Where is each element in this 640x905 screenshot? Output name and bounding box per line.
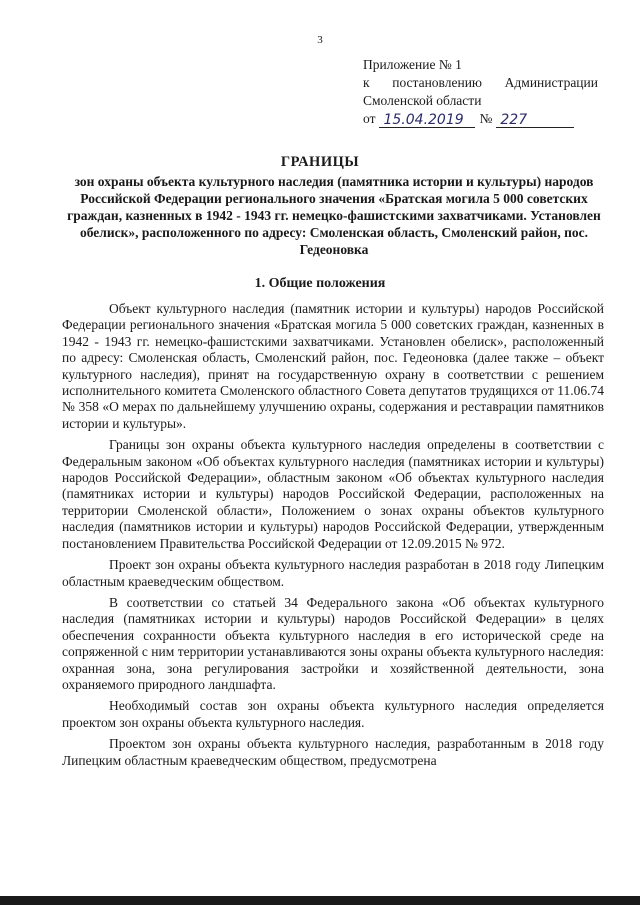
- scan-edge-bar: [0, 896, 640, 905]
- handwritten-number: 227: [496, 113, 574, 128]
- paragraph: Проект зон охраны объекта культурного наследия разработан в 2018 году Липецким областным краеведческим обществом.: [62, 557, 604, 589]
- paragraph: Необходимый состав зон охраны объекта культурного наследия определяется проектом зон охраны объекта культурного наследия.: [62, 698, 604, 730]
- section-heading: 1. Общие положения: [254, 276, 386, 291]
- appendix-date-line: [363, 110, 598, 128]
- appendix-region: Смоленской области: [363, 93, 482, 108]
- number-prefix: №: [479, 111, 493, 126]
- document-title: ГРАНИЦЫ: [280, 154, 360, 170]
- paragraph: В соответствии со статьей 34 Федерального закона «Об объектах культурного наследия (памятниках истории и культуры) народов Российской Федерации» в целях обеспечения сохранности объекта культурного наследия в его исторической среде на сопряженной с ним территории устанавливаются зоны охраны объекта культурного наследия: охранная зона, зона регулирования застройки и хозяйственной деятельности, зона охраняемого природного ландшафта.: [62, 594, 604, 692]
- appendix-block: [363, 56, 598, 128]
- appendix-title: Приложение № 1: [363, 57, 462, 72]
- paragraph: Проектом зон охраны объекта культурного наследия, разработанным в 2018 году Липецким областным краеведческим обществом, предусмотрена: [62, 736, 604, 768]
- date-prefix: от: [363, 111, 376, 126]
- appendix-decree: постановлению: [392, 75, 483, 90]
- page-number: 3: [317, 34, 323, 46]
- paragraph: Границы зон охраны объекта культурного наследия определены в соответствии с Федеральным законом «Об объектах культурного наследия (памятниках истории и культуры) народов Российской Федерации», областным законом «Об объектах культурного наследия (памятниках истории и культуры) народов Российской Федерации, расположенных на территории Смоленской области», Положением о зонах охраны объектов культурного наследия (памятников истории и культуры) народов Российской Федерации, утвержденным постановлением Правительства Российской Федерации от 12.09.2015 № 972.: [62, 437, 604, 551]
- paragraph: Объект культурного наследия (памятник истории и культуры) народов Российской Федерации регионального значения «Братская могила 5 000 советских граждан, казненных в 1942 - 1943 гг. немецко-фашистскими захватчиками. Установлен обелиск», расположенный по адресу: Смоленская область, Смоленский район, пос. Гедеоновка (далее также – объект культурного наследия), принят на государственную охрану в соответствии с решением исполнительного комитета Смоленского областного Совета депутатов трудящихся от 11.06.74 № 358 «О мерах по дальнейшему улучшению охраны, содержания и реставрации памятников истории и культуры».: [62, 301, 604, 431]
- appendix-decree-line: [363, 74, 598, 92]
- document-subtitle: зон охраны объекта культурного наследия (памятника истории и культуры) народов Российской Федерации регионального значения «Братская могила 5 000 советских граждан, казненных в 1942 - 1943 гг. немецко-фашистскими захватчиками. Установлен обелиск», расположенного по адресу: Смоленская область, Смоленский район, пос. Гедеоновка: [67, 174, 601, 257]
- appendix-preposition: к: [363, 75, 370, 90]
- appendix-administration: Администрации: [504, 75, 598, 90]
- handwritten-date: 15.04.2019: [379, 113, 475, 128]
- document-body: [62, 301, 604, 774]
